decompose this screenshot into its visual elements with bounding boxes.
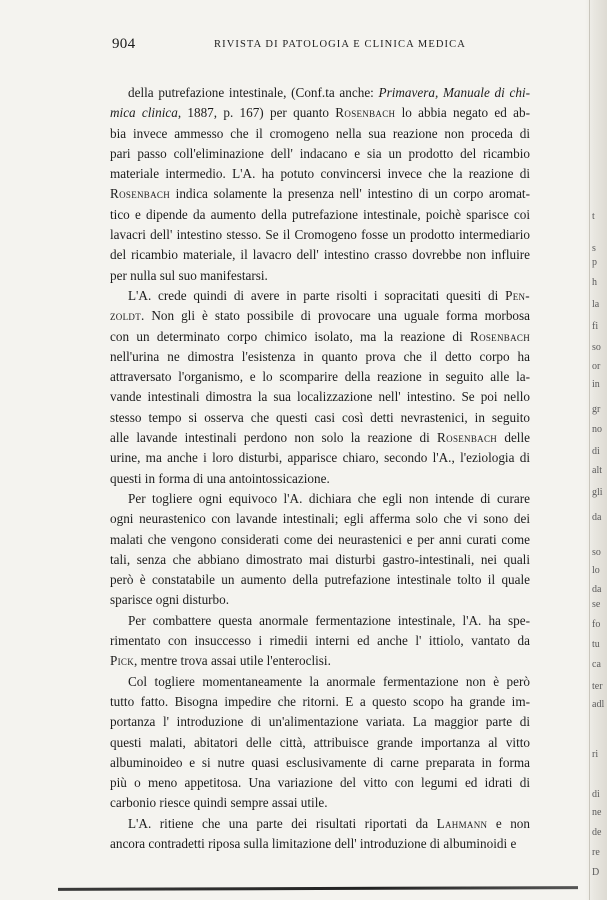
text-run: rimentato con insuccesso i rimedii interni ed anche l' ittiolo, vantato da xyxy=(110,633,530,649)
text-run: sparisce ogni disturbo. xyxy=(110,592,230,608)
paragraph xyxy=(110,286,530,489)
text-run: ancora contradetti riposa sulla limitazione dell' introduzione di albuminoidi e xyxy=(110,835,517,851)
text-run: più o meno appetitosa. Una variazione del vitto con legumi ed idrati di xyxy=(110,775,530,791)
paragraph xyxy=(110,672,530,814)
text-run: urine, ma anche i loro disturbi, apparisce chiaro, secondo l'A., l'eziologia di xyxy=(110,450,530,466)
text-run: del ricambio materiale, il lavacro dell' intestino crasso dovrebbe non influire xyxy=(110,247,530,263)
edge-fragment: gr xyxy=(592,404,601,415)
text-run: questi malati, abitatori delle città, attribuisce grande importanza al vitto xyxy=(110,734,530,750)
page-header xyxy=(112,36,528,56)
author-name: Pick xyxy=(110,653,135,669)
text-line xyxy=(110,164,530,184)
text-run: delle xyxy=(497,430,530,446)
text-run: attraversato l'organismo, e lo scomparire della reazione in seguito alle la- xyxy=(110,369,530,385)
edge-fragment: adl xyxy=(592,699,605,710)
author-name: Rosenbach xyxy=(437,430,498,446)
text-run: L'A. ritiene che una parte dei risultati riportati da xyxy=(128,815,437,831)
text-line xyxy=(110,205,530,225)
text-run: però è constatabile un aumento della putrefazione intestinale tolto il quale xyxy=(110,572,530,588)
text-line xyxy=(110,733,530,753)
text-line xyxy=(110,631,530,651)
edge-fragment: da xyxy=(592,512,602,523)
edge-fragment: so xyxy=(592,342,601,353)
text-line xyxy=(110,672,530,692)
text-run: e non xyxy=(487,815,530,831)
text-run: Col togliere momentaneamente la anormale fermentazione non è però xyxy=(128,673,530,689)
edge-fragment: re xyxy=(592,847,600,858)
edge-fragment: or xyxy=(592,361,601,372)
text-line xyxy=(110,611,530,631)
edge-fragment: ter xyxy=(592,681,603,692)
paragraph xyxy=(110,814,530,855)
edge-fragment: la xyxy=(592,299,600,310)
text-line xyxy=(110,834,530,854)
edge-fragment: fo xyxy=(592,619,601,630)
edge-fragment: s xyxy=(592,243,596,254)
edge-fragment: lo xyxy=(592,565,600,576)
author-name: Rosenbach xyxy=(335,105,396,121)
text-line xyxy=(110,814,530,834)
text-run: carbonio riesce quindi sempre assai utile. xyxy=(110,795,328,811)
running-head: RIVISTA DI PATOLOGIA E CLINICA MEDICA xyxy=(214,39,466,50)
text-line xyxy=(110,327,530,347)
text-run: albuminoideo e si nutre quasi esclusivamente di carne preparata in forma xyxy=(110,754,530,770)
edge-fragment: h xyxy=(592,277,597,288)
citation-title: mica clinica xyxy=(110,105,178,121)
text-line xyxy=(110,387,530,407)
edge-fragment: no xyxy=(592,424,602,435)
text-line xyxy=(110,245,530,265)
citation-title: Primavera, Manuale di chi- xyxy=(378,85,530,100)
text-line xyxy=(110,286,530,306)
edge-fragment: gli xyxy=(592,487,603,498)
author-name: Pen- xyxy=(505,287,530,303)
edge-fragment: alt xyxy=(592,465,602,476)
edge-fragment: ne xyxy=(592,807,602,818)
text-run: bia invece ammesso che il cromogeno nella sua reazione non proceda di xyxy=(110,125,530,141)
edge-fragment: p xyxy=(592,257,597,268)
text-line xyxy=(110,367,530,387)
text-line xyxy=(110,712,530,732)
edge-fragment: se xyxy=(592,599,601,610)
edge-fragment: so xyxy=(592,547,601,558)
text-line xyxy=(110,489,530,509)
edge-fragment: de xyxy=(592,827,602,838)
text-run: pari passo coll'eliminazione dell' indacano e sia un prodotto del ricambio xyxy=(110,145,530,161)
paragraph xyxy=(110,83,530,286)
author-name: Rosenbach xyxy=(110,186,171,202)
text-run: L'A. crede quindi di avere in parte risolti i sopracitati quesiti di xyxy=(128,287,506,303)
text-line xyxy=(110,103,530,123)
text-run: alle lavande intestinali perdono non solo la reazione di xyxy=(110,430,438,446)
text-line xyxy=(110,448,530,468)
edge-fragment: in xyxy=(592,379,600,390)
text-run: materiale intermedio. L'A. ha potuto convincersi invece che la reazione di xyxy=(110,166,530,182)
text-run: tali, senza che abbiano dimostrato mai disturbi gastro-intestinali, nei quali xyxy=(110,551,530,567)
edge-fragment: da xyxy=(592,584,602,595)
text-run: . Non gli è stato possibile di provocare una uguale forma morbosa xyxy=(141,308,530,324)
text-line xyxy=(110,124,530,144)
text-run: Per combattere questa anormale fermentazione intestinale, l'A. ha spe- xyxy=(128,612,530,628)
text-line xyxy=(110,550,530,570)
text-line xyxy=(110,590,530,610)
paragraph xyxy=(110,611,530,672)
edge-fragment: t xyxy=(592,211,595,222)
text-line xyxy=(110,306,530,326)
text-line xyxy=(110,651,530,671)
text-line xyxy=(110,347,530,367)
edge-fragment: D xyxy=(592,867,600,878)
text-line xyxy=(110,773,530,793)
text-line xyxy=(110,266,530,286)
edge-fragment: di xyxy=(592,789,600,800)
text-line xyxy=(110,469,530,489)
text-line xyxy=(110,753,530,773)
author-name: zoldt xyxy=(110,308,141,324)
author-name: Rosenbach xyxy=(469,328,530,344)
edge-fragment: tu xyxy=(592,639,600,650)
text-run: , mentre trova assai utile l'enteroclisi. xyxy=(134,653,331,669)
text-line xyxy=(110,408,530,428)
page-number: 904 xyxy=(112,36,136,52)
text-run: tico e dipende da aumento della putrefazione intestinale, poichè sparisce coi xyxy=(110,206,530,222)
text-run: della putrefazione intestinale, (Conf.ta anche: xyxy=(128,85,379,100)
edge-fragment: fi xyxy=(592,321,599,332)
edge-fragment: ca xyxy=(592,659,601,670)
text-line xyxy=(110,793,530,813)
text-run: stesso tempo si osserva che questi casi così detti nevrastenici, in seguito xyxy=(110,409,530,425)
article-body xyxy=(110,83,530,854)
text-run: con un determinato corpo chimico isolato, ma la reazione di xyxy=(110,328,470,344)
page-bottom-rule xyxy=(58,886,578,891)
text-line xyxy=(110,570,530,590)
text-run: portanza l' introduzione di un'alimentazione variata. La maggior parte di xyxy=(110,714,530,730)
text-run: lo abbia negato ed ab- xyxy=(395,105,530,121)
text-run: per nulla sul suo manifestarsi. xyxy=(110,267,268,283)
text-run: ogni neurastenico con lavande intestinali; egli afferma solo che vi sono dei xyxy=(110,511,530,527)
edge-fragment: di xyxy=(592,446,600,457)
text-line xyxy=(110,184,530,204)
text-line xyxy=(110,692,530,712)
text-run: lavacri dell' intestino stesso. Se il Cromogeno fosse un prodotto intermediario xyxy=(110,227,530,243)
text-run: vande intestinali dimostra la sua localizzazione nell' intestino. Se poi nello xyxy=(110,389,530,405)
page-edge-shadow xyxy=(585,0,607,900)
page-gutter-line xyxy=(589,0,590,900)
text-run: , 1887, p. 167) per quanto xyxy=(177,105,336,121)
text-run: tutto fatto. Bisogna impedire che ritorni. E a questo scopo ha grande im- xyxy=(110,693,530,709)
text-run: nell'urina ne dimostra l'esistenza in quanto prova che il detto corpo ha xyxy=(110,348,530,364)
edge-fragment: ri xyxy=(592,749,599,760)
text-line xyxy=(110,144,530,164)
text-run: indica solamente la presenza nell' intestino di un corpo aromat- xyxy=(170,186,530,202)
text-run: questi in forma di una antointossicazione. xyxy=(110,470,330,486)
text-run: Per togliere ogni equivoco l'A. dichiara che egli non intende di curare xyxy=(128,490,530,506)
author-name: Lahmann xyxy=(436,815,488,831)
paragraph xyxy=(110,489,530,611)
text-line xyxy=(110,530,530,550)
text-line xyxy=(110,225,530,245)
text-run: malati che vengono considerati come dei neurastenici e per anni curati come xyxy=(110,531,530,547)
text-line xyxy=(110,428,530,448)
text-line xyxy=(110,83,530,103)
text-line xyxy=(110,509,530,529)
